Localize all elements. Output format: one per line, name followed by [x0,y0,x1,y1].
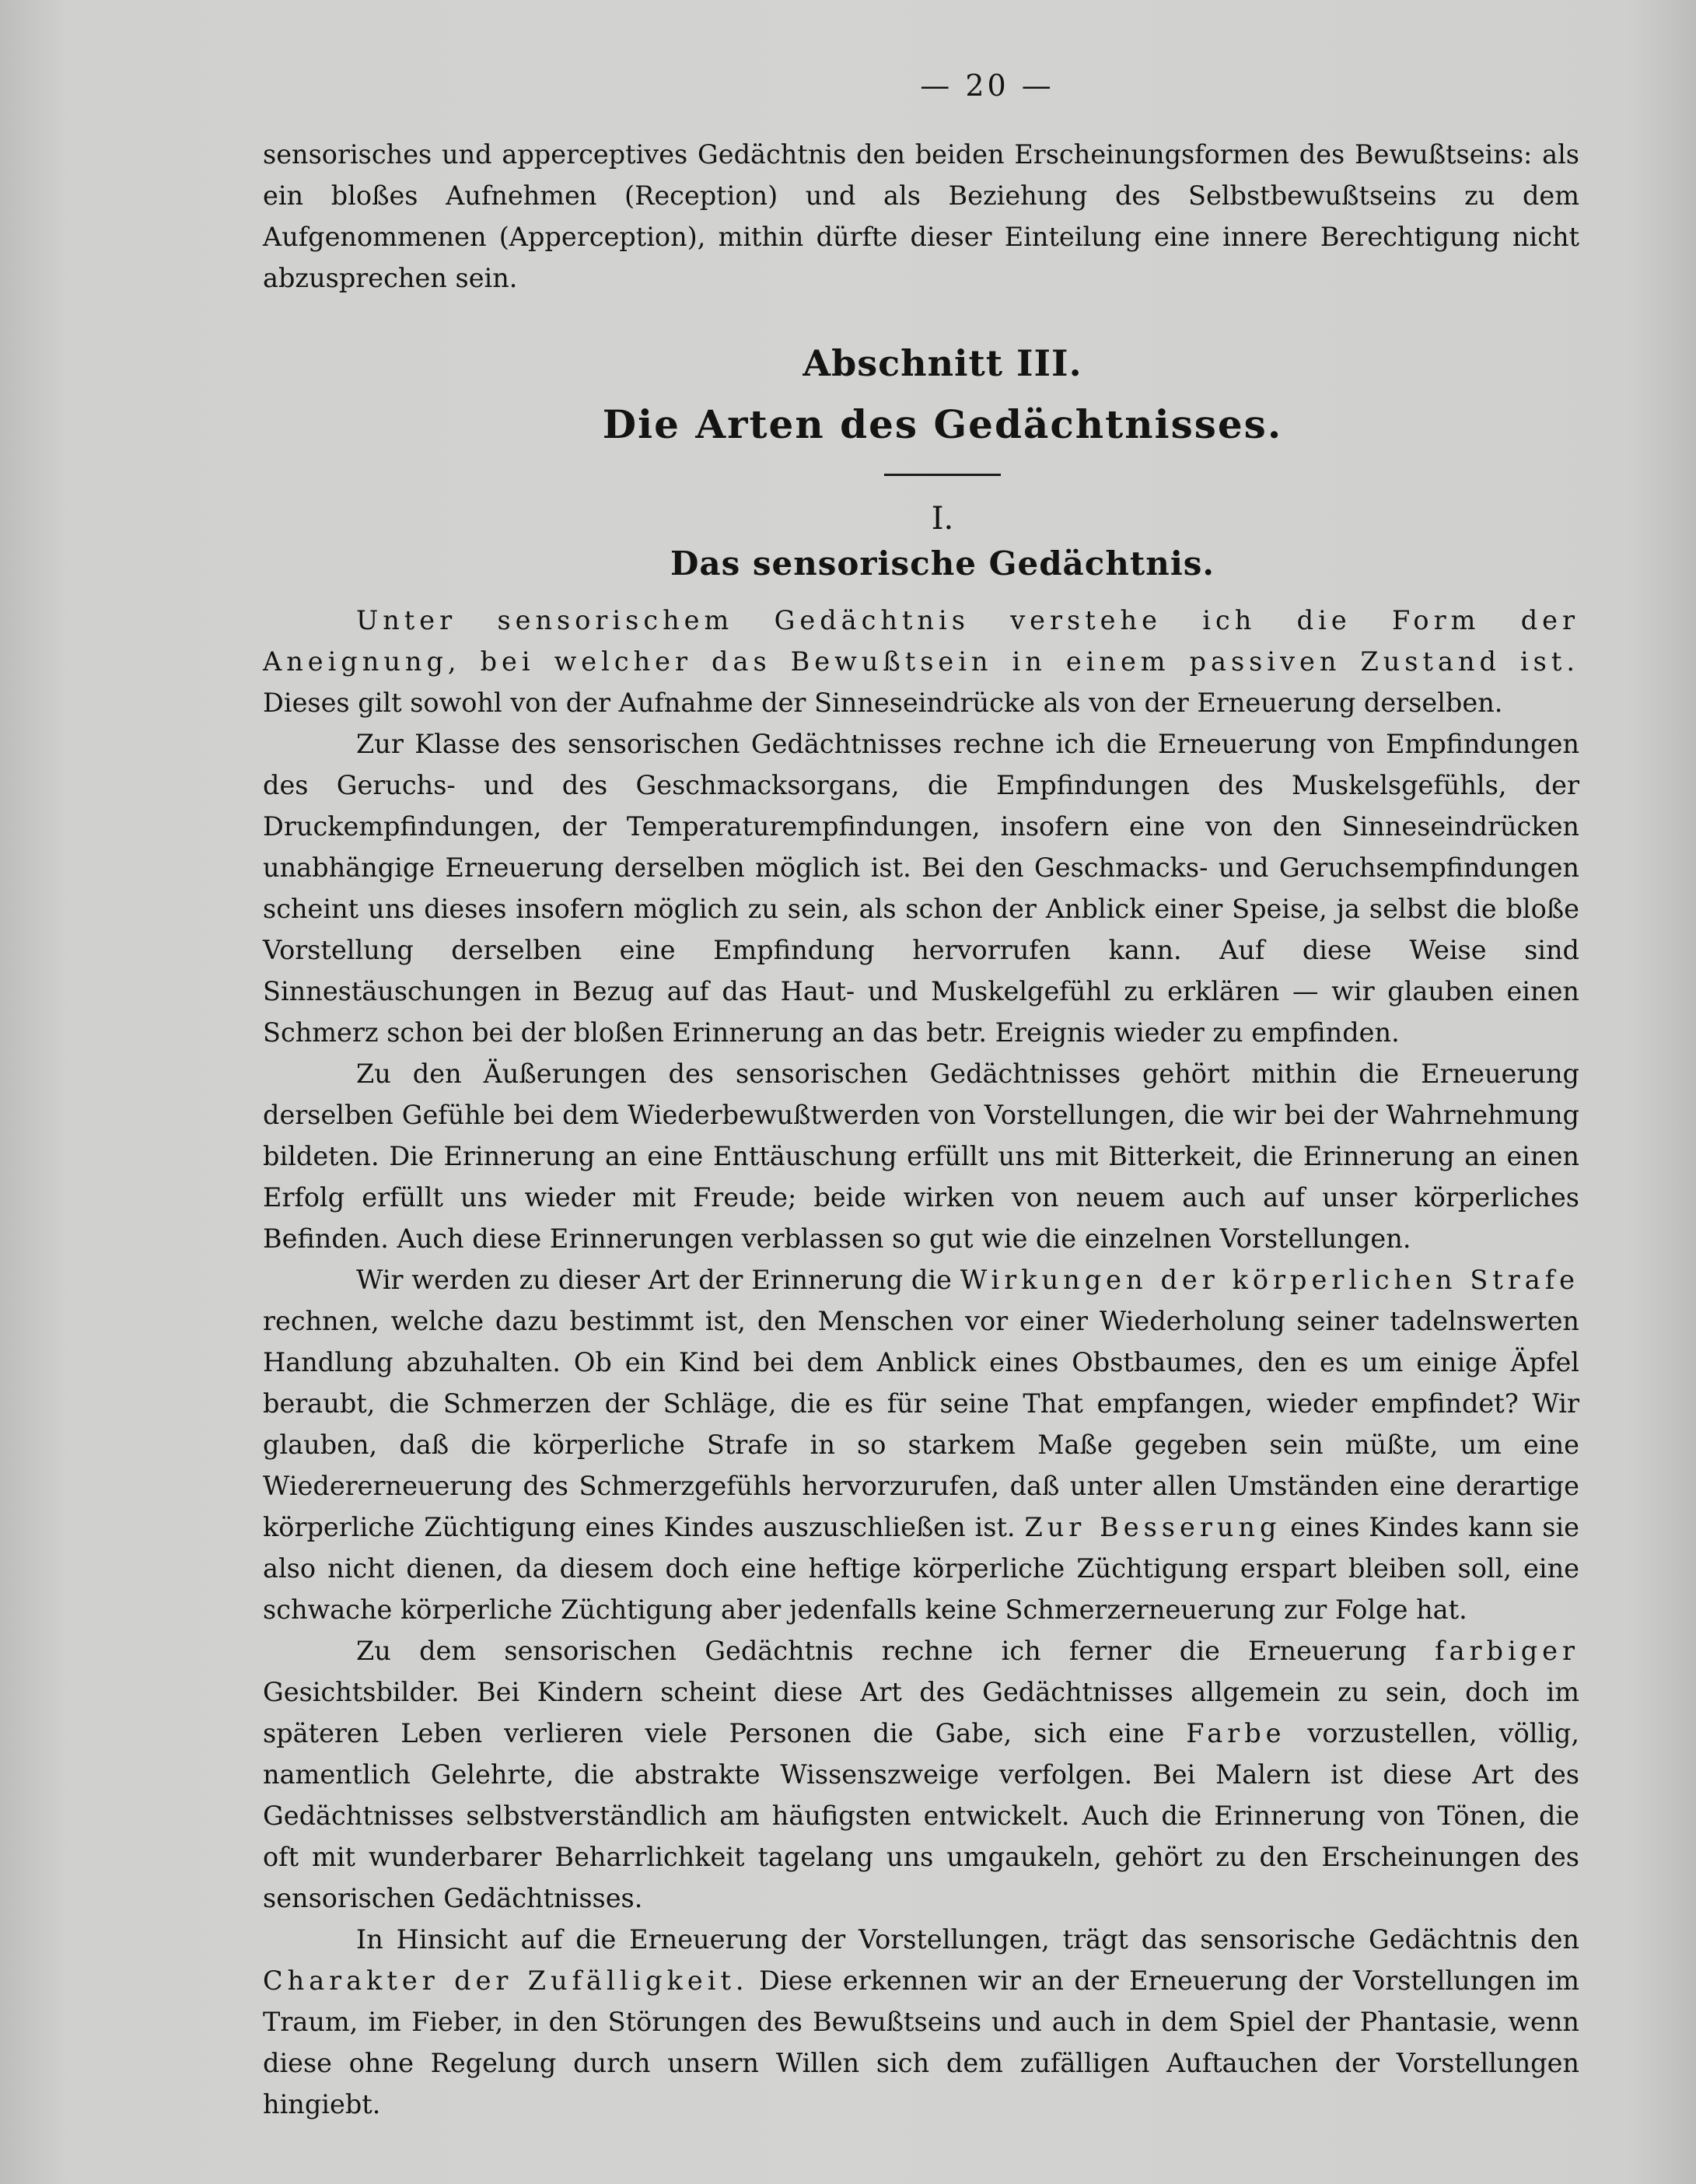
subsection-number: I. [931,501,954,537]
paragraph-5 [263,1630,1579,1919]
spaced-emphasis: Unter sensorischem Gedächtnis verstehe ich die Form der Aneignung, bei welcher das Bewußtsein in einem passiven Zustand ist. [263,605,1579,677]
paragraph-text: eines Kindes kann sie also nicht dienen, da diesem doch eine heftige körperliche Züchtigung erspart bleiben soll, eine schwache körperliche Züchtigung aber jedenfalls keine Schmerzerneuerung zur Folge hat. [263,1512,1579,1625]
divider-rule [884,474,1001,476]
page-number: — 20 — [920,68,1054,103]
spaced-emphasis: Zur Besserung [1024,1512,1282,1542]
paragraph-2: Zur Klasse des sensorischen Gedächtnisses rechne ich die Erneuerung von Empfindungen des Geruchs- und des Geschmacksorgans, die Empfindungen des Muskelsgefühls, der Druckempfindungen, der Temperaturempfindungen, insofern eine von den Sinneseindrücken unabhängige Erneuerung derselben möglich ist. Bei den Geschmacks- und Geruchsempfindungen scheint uns dieses insofern möglich zu sein, als schon der Anblick einer Speise, ja selbst die bloße Vorstellung derselben eine Empfindung hervorrufen kann. Auf diese Weise sind Sinnestäuschungen in Bezug auf das Haut- und Muskelgefühl zu erklären — wir glauben einen Schmerz schon bei der bloßen Erinnerung an das betr. Ereignis wieder zu empfinden. [263,729,1579,1048]
chapter-title: Die Arten des Gedächtnisses. [602,401,1283,447]
section-heading: Abschnitt III. [803,342,1082,384]
paragraph-text: Gesichtsbilder. Bei Kindern scheint diese Art des Gedächtnisses allgemein zu sein, doch im späteren Leben verlieren viele Personen die Gabe, sich eine [263,1677,1579,1748]
spaced-emphasis: farbiger [1435,1636,1579,1666]
paragraph-text: Dieses gilt sowohl von der Aufnahme der Sinneseindrücke als von der Erneuerung derselben. [263,688,1503,718]
spaced-emphasis: Charakter der Zufälligkeit. [263,1965,749,1996]
spaced-emphasis: Wirkungen der körperlichen Strafe [960,1265,1579,1295]
paragraph-text: Zu dem sensorischen Gedächtnis rechne ich ferner die Erneuerung [356,1636,1435,1666]
paragraph-1 [263,600,1579,723]
intro-paragraph: sensorisches und apperceptives Gedächtnis den beiden Erscheinungsformen des Bewußtseins: als ein bloßes Aufnehmen (Reception) und als Beziehung des Selbstbewußtseins zu dem Aufgenommenen (Apperception), mithin dürfte dieser Einteilung eine innere Berechtigung nicht abzusprechen sein. [263,139,1579,293]
paragraph-6 [263,1919,1579,2125]
paragraph-4 [263,1259,1579,1630]
paragraph-text: vorzustellen, völlig, namentlich Gelehrte, die abstrakte Wissenszweige verfolgen. Bei Malern ist diese Art des Gedächtnisses selbstverständlich am häufigsten entwickelt. Auch die Erinnerung von Tönen, die oft mit wunderbarer Beharrlichkeit tagelang uns umgaukeln, gehört zu den Erscheinungen des sensorischen Gedächtnisses. [263,1718,1579,1913]
paragraph-text: Diese erkennen wir an der Erneuerung der Vorstellungen im Traum, im Fieber, in den Störungen des Bewußtseins und auch in dem Spiel der Phantasie, wenn diese ohne Regelung durch unsern Willen sich dem zufälligen Auftauchen der Vorstellungen hingiebt. [263,1965,1579,2119]
spaced-emphasis: Farbe [1186,1718,1286,1748]
paragraph-3: Zu den Äußerungen des sensorischen Gedächtnisses gehört mithin die Erneuerung derselben Gefühle bei dem Wiederbewußtwerden von Vorstellungen, die wir bei der Wahrnehmung bildeten. Die Erinnerung an eine Enttäuschung erfüllt uns mit Bitterkeit, die Erinnerung an einen Erfolg erfüllt uns wieder mit Freude; beide wirken von neuem auch auf unser körperliches Befinden. Auch diese Erinnerungen verblassen so gut wie die einzelnen Vorstellungen. [263,1059,1579,1254]
subsection-title: Das sensorische Gedächtnis. [670,544,1215,583]
paragraph-text: In Hinsicht auf die Erneuerung der Vorstellungen, trägt das sensorische Gedächtnis den [356,1924,1579,1955]
paragraph-text: rechnen, welche dazu bestimmt ist, den Menschen vor einer Wiederholung seiner tadelnswerten Handlung abzuhalten. Ob ein Kind bei dem Anblick eines Obstbaumes, den es um einige Äpfel beraubt, die Schmerzen der Schläge, die es für seine That empfangen, wieder empfindet? Wir glauben, daß die körperliche Strafe in so starkem Maße gegeben sein müßte, um eine Wiedererneuerung des Schmerzgefühls hervorzurufen, daß unter allen Umständen eine derartige körperliche Züchtigung eines Kindes auszuschließen ist. [263,1306,1579,1542]
paragraph-text: Wir werden zu dieser Art der Erinnerung die [356,1265,960,1295]
